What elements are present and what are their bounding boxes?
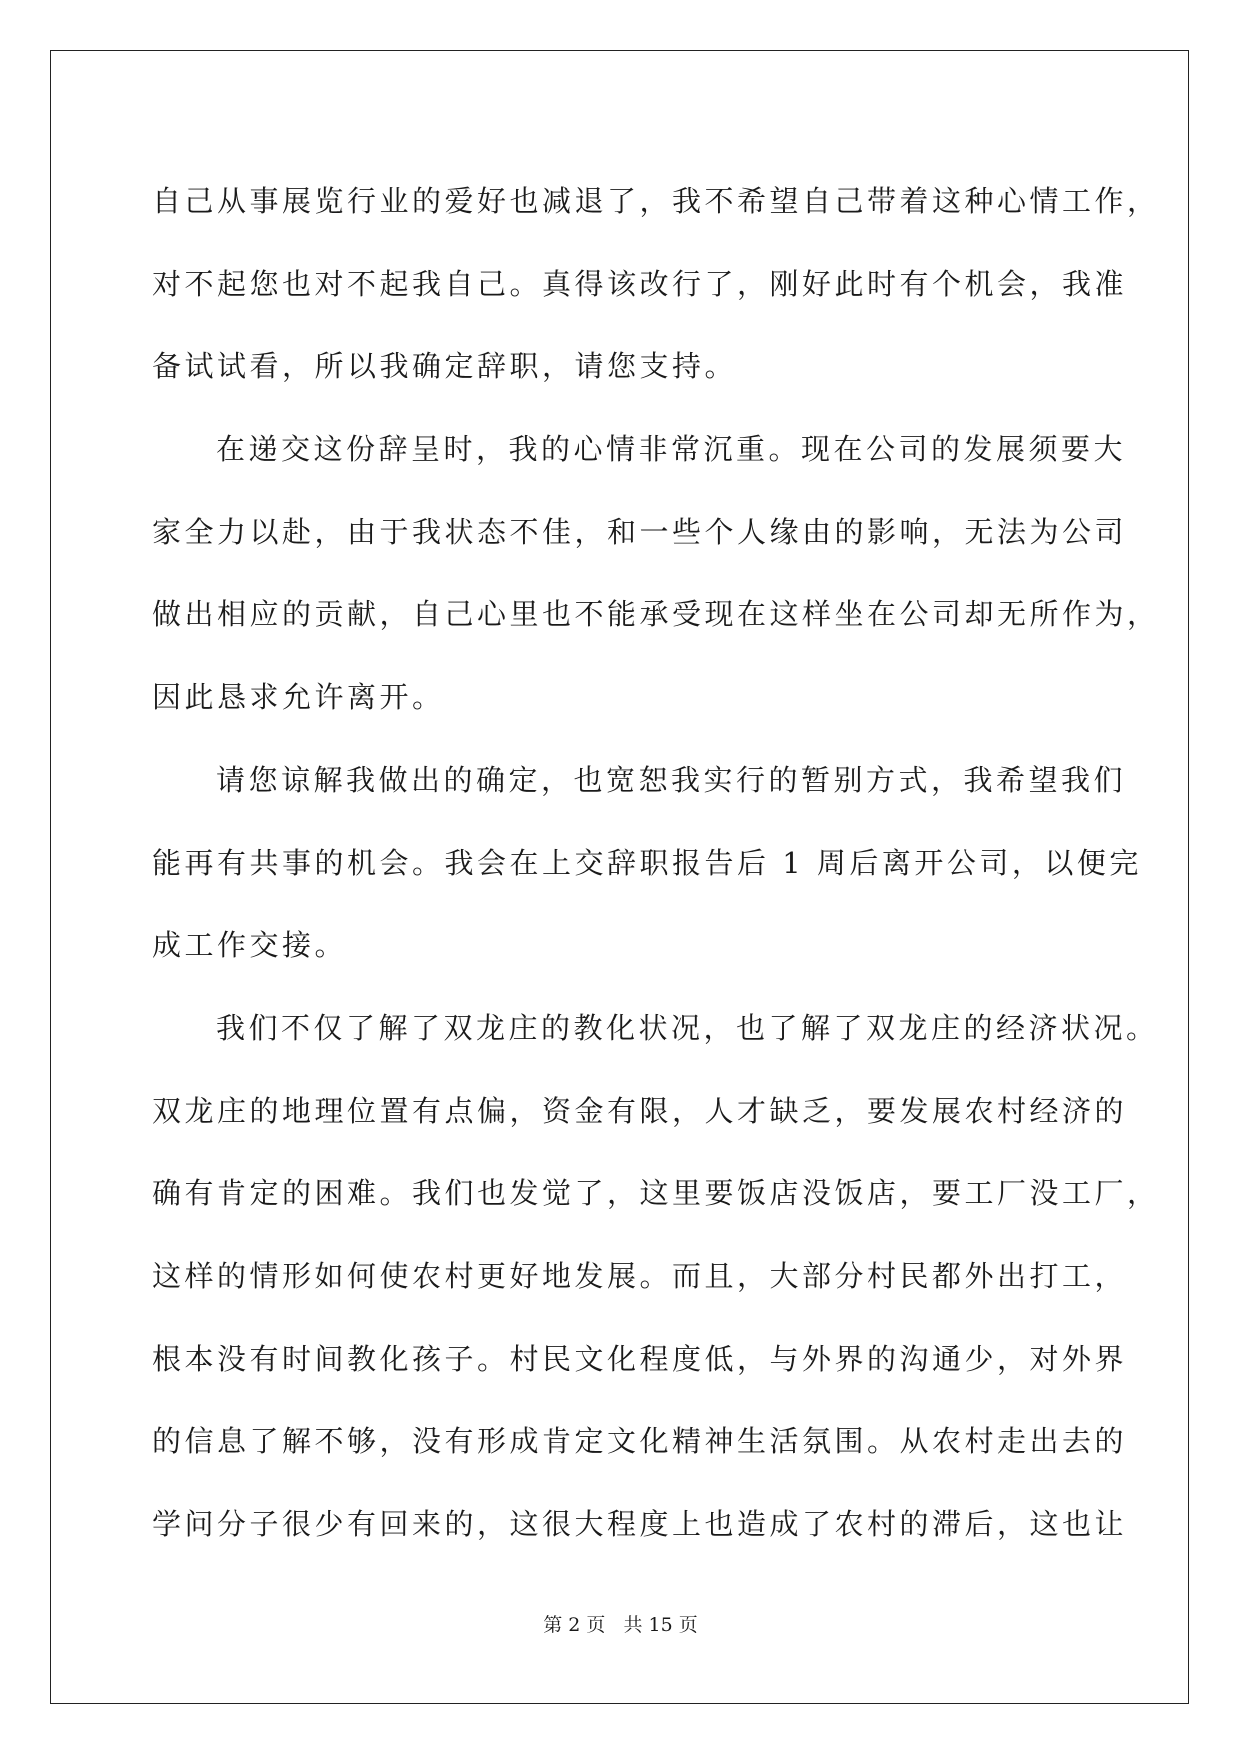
text-line: 双龙庄的地理位置有点偏，资金有限，人才缺乏，要发展农村经济的 [152, 1093, 1128, 1128]
document-body [152, 160, 1160, 1566]
text-line: 学问分子很少有回来的，这很大程度上也造成了农村的滞后，这也让 [152, 1507, 1128, 1541]
text-line: 做出相应的贡献，自己心里也不能承受现在这样坐在公司却无所作为， [152, 597, 1160, 632]
paragraph-start-line: 我们不仅了解了双龙庄的教化状况，也了解了双龙庄的经济状况。 [216, 1010, 1159, 1045]
text-line: 因此恳求允许离开。 [152, 680, 445, 715]
text-line: 这样的情形如何使农村更好地发展。而且，大部分村民都外出打工， [152, 1258, 1128, 1293]
text-line: 备试试看，所以我确定辞职，请您支持。 [152, 349, 738, 384]
paragraph-start-line: 在递交这份辞呈时，我的心情非常沉重。现在公司的发展须要大 [216, 432, 1127, 467]
paragraph-start-line: 请您谅解我做出的确定，也宽恕我实行的暂别方式，我希望我们 [216, 762, 1127, 797]
page-number-footer: 第 2 页 共 15 页 [543, 1614, 698, 1636]
text-line: 的信息了解不够，没有形成肯定文化精神生活氛围。从农村走出去的 [152, 1424, 1128, 1459]
text-line: 根本没有时间教化孩子。村民文化程度低，与外界的沟通少，对外界 [152, 1341, 1128, 1376]
text-line: 成工作交接。 [152, 928, 348, 963]
text-line: 能再有共事的机会。我会在上交辞职报告后 1 周后离开公司，以便完 [152, 845, 1142, 880]
text-line: 家全力以赴，由于我状态不佳，和一些个人缘由的影响，无法为公司 [152, 514, 1128, 549]
text-line: 自己从事展览行业的爱好也减退了，我不希望自己带着这种心情工作， [152, 184, 1160, 218]
text-line: 对不起您也对不起我自己。真得该改行了，刚好此时有个机会，我准 [152, 266, 1128, 301]
text-line: 确有肯定的困难。我们也发觉了，这里要饭店没饭店，要工厂没工厂， [152, 1176, 1160, 1211]
